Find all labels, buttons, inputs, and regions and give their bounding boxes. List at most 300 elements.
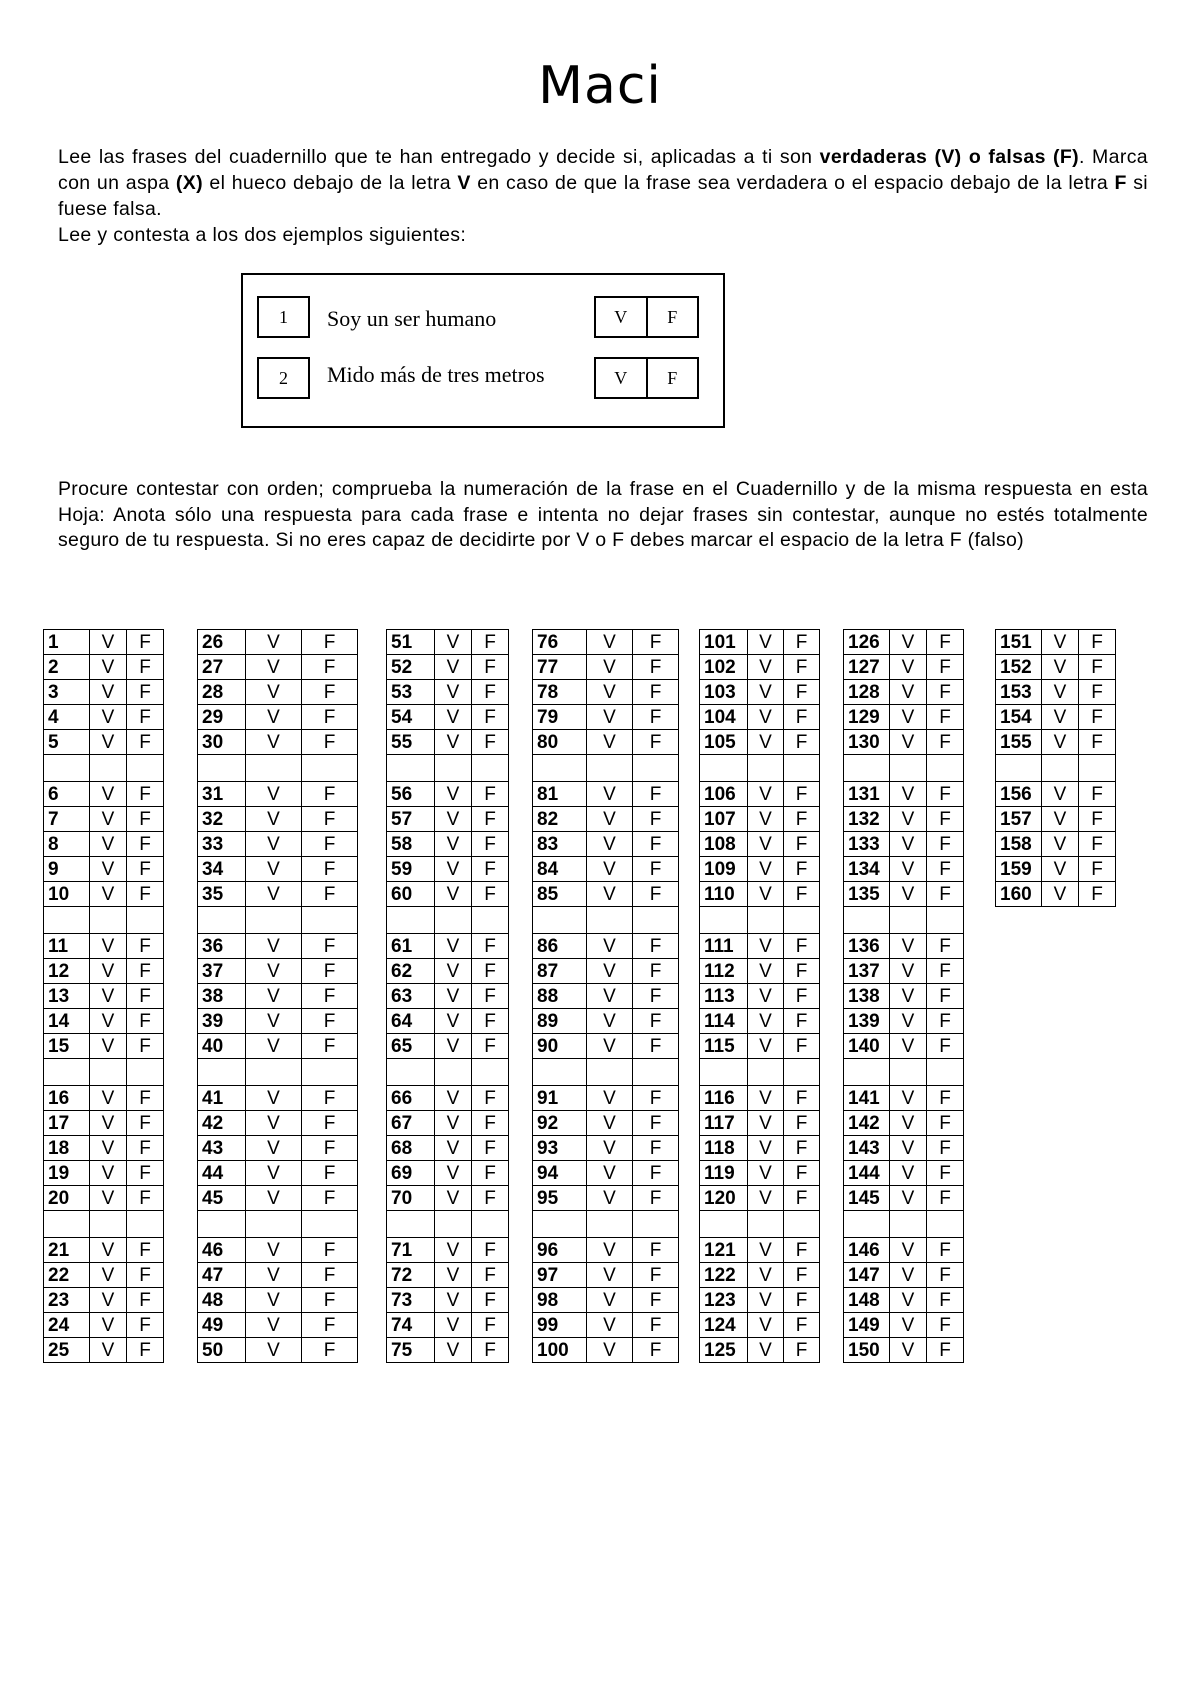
- answer-f-cell[interactable]: F: [927, 655, 964, 680]
- answer-v-cell[interactable]: V: [435, 1288, 472, 1313]
- answer-f-cell[interactable]: F: [784, 1238, 820, 1263]
- answer-f-cell[interactable]: F: [1079, 655, 1116, 680]
- answer-f-cell[interactable]: F: [784, 857, 820, 882]
- answer-v-cell[interactable]: V: [435, 1161, 472, 1186]
- answer-v-cell[interactable]: V: [748, 1288, 784, 1313]
- answer-v-cell[interactable]: V: [246, 1238, 302, 1263]
- answer-f-cell[interactable]: F: [127, 655, 164, 680]
- answer-f-cell[interactable]: F: [784, 730, 820, 755]
- answer-v-cell[interactable]: V: [435, 984, 472, 1009]
- answer-v-cell[interactable]: V: [246, 984, 302, 1009]
- answer-f-cell[interactable]: F: [302, 934, 358, 959]
- answer-v-cell[interactable]: V: [890, 630, 927, 655]
- example-2-v[interactable]: V: [614, 368, 628, 388]
- answer-f-cell[interactable]: F: [127, 1136, 164, 1161]
- answer-v-cell[interactable]: V: [890, 1263, 927, 1288]
- example-1-answer[interactable]: [594, 296, 699, 338]
- answer-v-cell[interactable]: V: [435, 1313, 472, 1338]
- answer-v-cell[interactable]: V: [890, 705, 927, 730]
- answer-f-cell[interactable]: F: [784, 807, 820, 832]
- answer-v-cell[interactable]: V: [90, 1161, 127, 1186]
- answer-f-cell[interactable]: F: [927, 1338, 964, 1363]
- answer-v-cell[interactable]: V: [246, 630, 302, 655]
- answer-v-cell[interactable]: V: [246, 655, 302, 680]
- answer-v-cell[interactable]: V: [246, 857, 302, 882]
- answer-f-cell[interactable]: F: [633, 959, 679, 984]
- answer-v-cell[interactable]: V: [90, 705, 127, 730]
- answer-v-cell[interactable]: V: [587, 782, 633, 807]
- answer-f-cell[interactable]: F: [302, 630, 358, 655]
- answer-f-cell[interactable]: F: [127, 1186, 164, 1211]
- answer-f-cell[interactable]: F: [927, 1086, 964, 1111]
- answer-v-cell[interactable]: V: [90, 730, 127, 755]
- answer-f-cell[interactable]: F: [927, 959, 964, 984]
- answer-v-cell[interactable]: V: [1042, 705, 1079, 730]
- answer-f-cell[interactable]: F: [302, 730, 358, 755]
- answer-f-cell[interactable]: F: [633, 1263, 679, 1288]
- answer-f-cell[interactable]: F: [784, 959, 820, 984]
- answer-f-cell[interactable]: F: [633, 630, 679, 655]
- answer-f-cell[interactable]: F: [302, 1086, 358, 1111]
- answer-f-cell[interactable]: F: [633, 934, 679, 959]
- answer-v-cell[interactable]: V: [246, 959, 302, 984]
- answer-f-cell[interactable]: F: [784, 655, 820, 680]
- answer-v-cell[interactable]: V: [90, 1086, 127, 1111]
- answer-v-cell[interactable]: V: [890, 730, 927, 755]
- answer-f-cell[interactable]: F: [784, 1086, 820, 1111]
- answer-v-cell[interactable]: V: [90, 1136, 127, 1161]
- answer-f-cell[interactable]: F: [302, 680, 358, 705]
- answer-f-cell[interactable]: F: [927, 680, 964, 705]
- answer-v-cell[interactable]: V: [435, 1034, 472, 1059]
- answer-f-cell[interactable]: F: [472, 730, 509, 755]
- answer-f-cell[interactable]: F: [633, 705, 679, 730]
- answer-f-cell[interactable]: F: [302, 1288, 358, 1313]
- answer-f-cell[interactable]: F: [1079, 882, 1116, 907]
- answer-f-cell[interactable]: F: [302, 1034, 358, 1059]
- answer-f-cell[interactable]: F: [127, 1086, 164, 1111]
- answer-v-cell[interactable]: V: [435, 782, 472, 807]
- answer-f-cell[interactable]: F: [127, 1313, 164, 1338]
- answer-v-cell[interactable]: V: [435, 630, 472, 655]
- answer-v-cell[interactable]: V: [246, 1288, 302, 1313]
- answer-v-cell[interactable]: V: [587, 655, 633, 680]
- answer-v-cell[interactable]: V: [1042, 655, 1079, 680]
- answer-f-cell[interactable]: F: [927, 705, 964, 730]
- answer-f-cell[interactable]: F: [927, 1111, 964, 1136]
- answer-f-cell[interactable]: F: [784, 1136, 820, 1161]
- answer-v-cell[interactable]: V: [1042, 782, 1079, 807]
- answer-v-cell[interactable]: V: [1042, 680, 1079, 705]
- answer-f-cell[interactable]: F: [302, 807, 358, 832]
- answer-v-cell[interactable]: V: [890, 807, 927, 832]
- answer-f-cell[interactable]: F: [127, 730, 164, 755]
- answer-f-cell[interactable]: F: [927, 782, 964, 807]
- answer-f-cell[interactable]: F: [302, 1186, 358, 1211]
- answer-v-cell[interactable]: V: [748, 857, 784, 882]
- answer-f-cell[interactable]: F: [784, 934, 820, 959]
- answer-v-cell[interactable]: V: [246, 1086, 302, 1111]
- answer-v-cell[interactable]: V: [246, 1186, 302, 1211]
- answer-v-cell[interactable]: V: [246, 1111, 302, 1136]
- answer-v-cell[interactable]: V: [246, 1338, 302, 1363]
- answer-v-cell[interactable]: V: [246, 1263, 302, 1288]
- answer-f-cell[interactable]: F: [302, 705, 358, 730]
- answer-f-cell[interactable]: F: [127, 1338, 164, 1363]
- answer-f-cell[interactable]: F: [927, 1263, 964, 1288]
- answer-f-cell[interactable]: F: [633, 1136, 679, 1161]
- answer-v-cell[interactable]: V: [1042, 630, 1079, 655]
- answer-v-cell[interactable]: V: [246, 807, 302, 832]
- answer-f-cell[interactable]: F: [633, 832, 679, 857]
- example-1-v[interactable]: V: [614, 307, 628, 327]
- answer-v-cell[interactable]: V: [890, 934, 927, 959]
- answer-f-cell[interactable]: F: [472, 934, 509, 959]
- answer-f-cell[interactable]: F: [784, 1313, 820, 1338]
- answer-f-cell[interactable]: F: [472, 857, 509, 882]
- answer-f-cell[interactable]: F: [633, 1009, 679, 1034]
- answer-v-cell[interactable]: V: [890, 1313, 927, 1338]
- answer-v-cell[interactable]: V: [587, 1288, 633, 1313]
- answer-f-cell[interactable]: F: [927, 730, 964, 755]
- answer-v-cell[interactable]: V: [90, 782, 127, 807]
- answer-v-cell[interactable]: V: [90, 1338, 127, 1363]
- answer-f-cell[interactable]: F: [784, 782, 820, 807]
- answer-f-cell[interactable]: F: [633, 1034, 679, 1059]
- answer-v-cell[interactable]: V: [748, 655, 784, 680]
- answer-f-cell[interactable]: F: [633, 1186, 679, 1211]
- answer-v-cell[interactable]: V: [1042, 807, 1079, 832]
- answer-f-cell[interactable]: F: [302, 782, 358, 807]
- answer-v-cell[interactable]: V: [748, 1136, 784, 1161]
- answer-f-cell[interactable]: F: [784, 630, 820, 655]
- answer-f-cell[interactable]: F: [127, 680, 164, 705]
- answer-v-cell[interactable]: V: [587, 1263, 633, 1288]
- answer-v-cell[interactable]: V: [748, 630, 784, 655]
- answer-f-cell[interactable]: F: [927, 984, 964, 1009]
- answer-v-cell[interactable]: V: [1042, 882, 1079, 907]
- answer-v-cell[interactable]: V: [587, 1338, 633, 1363]
- answer-v-cell[interactable]: V: [748, 1161, 784, 1186]
- answer-f-cell[interactable]: F: [633, 882, 679, 907]
- answer-v-cell[interactable]: V: [748, 1338, 784, 1363]
- answer-v-cell[interactable]: V: [748, 730, 784, 755]
- answer-f-cell[interactable]: F: [302, 1313, 358, 1338]
- answer-v-cell[interactable]: V: [246, 1161, 302, 1186]
- answer-f-cell[interactable]: F: [1079, 832, 1116, 857]
- answer-v-cell[interactable]: V: [246, 730, 302, 755]
- answer-v-cell[interactable]: V: [748, 832, 784, 857]
- answer-f-cell[interactable]: F: [472, 680, 509, 705]
- answer-f-cell[interactable]: F: [927, 1186, 964, 1211]
- answer-v-cell[interactable]: V: [435, 1186, 472, 1211]
- answer-v-cell[interactable]: V: [890, 882, 927, 907]
- answer-f-cell[interactable]: F: [927, 1238, 964, 1263]
- answer-f-cell[interactable]: F: [633, 1161, 679, 1186]
- answer-f-cell[interactable]: F: [1079, 630, 1116, 655]
- answer-f-cell[interactable]: F: [127, 630, 164, 655]
- answer-v-cell[interactable]: V: [890, 1136, 927, 1161]
- answer-f-cell[interactable]: F: [633, 1238, 679, 1263]
- answer-f-cell[interactable]: F: [127, 934, 164, 959]
- answer-v-cell[interactable]: V: [748, 807, 784, 832]
- answer-v-cell[interactable]: V: [748, 1313, 784, 1338]
- answer-v-cell[interactable]: V: [748, 959, 784, 984]
- answer-f-cell[interactable]: F: [1079, 807, 1116, 832]
- answer-v-cell[interactable]: V: [90, 857, 127, 882]
- answer-v-cell[interactable]: V: [90, 1263, 127, 1288]
- answer-f-cell[interactable]: F: [127, 1238, 164, 1263]
- answer-f-cell[interactable]: F: [784, 1161, 820, 1186]
- answer-f-cell[interactable]: F: [927, 857, 964, 882]
- answer-v-cell[interactable]: V: [435, 705, 472, 730]
- answer-v-cell[interactable]: V: [246, 1136, 302, 1161]
- answer-v-cell[interactable]: V: [435, 1263, 472, 1288]
- answer-f-cell[interactable]: F: [784, 882, 820, 907]
- answer-v-cell[interactable]: V: [748, 934, 784, 959]
- answer-v-cell[interactable]: V: [90, 1288, 127, 1313]
- answer-v-cell[interactable]: V: [890, 984, 927, 1009]
- answer-v-cell[interactable]: V: [748, 984, 784, 1009]
- answer-v-cell[interactable]: V: [587, 882, 633, 907]
- answer-v-cell[interactable]: V: [748, 1034, 784, 1059]
- answer-v-cell[interactable]: V: [246, 782, 302, 807]
- answer-f-cell[interactable]: F: [784, 1288, 820, 1313]
- answer-v-cell[interactable]: V: [246, 1009, 302, 1034]
- answer-f-cell[interactable]: F: [784, 1186, 820, 1211]
- answer-v-cell[interactable]: V: [748, 1238, 784, 1263]
- answer-v-cell[interactable]: V: [246, 1313, 302, 1338]
- answer-f-cell[interactable]: F: [633, 857, 679, 882]
- answer-v-cell[interactable]: V: [90, 680, 127, 705]
- answer-v-cell[interactable]: V: [90, 1009, 127, 1034]
- answer-v-cell[interactable]: V: [748, 680, 784, 705]
- answer-v-cell[interactable]: V: [587, 934, 633, 959]
- answer-f-cell[interactable]: F: [127, 959, 164, 984]
- answer-f-cell[interactable]: F: [1079, 730, 1116, 755]
- answer-v-cell[interactable]: V: [587, 680, 633, 705]
- answer-v-cell[interactable]: V: [890, 1161, 927, 1186]
- answer-v-cell[interactable]: V: [435, 857, 472, 882]
- answer-v-cell[interactable]: V: [435, 832, 472, 857]
- answer-f-cell[interactable]: F: [302, 655, 358, 680]
- answer-f-cell[interactable]: F: [472, 1086, 509, 1111]
- answer-v-cell[interactable]: V: [748, 1186, 784, 1211]
- answer-f-cell[interactable]: F: [302, 1111, 358, 1136]
- answer-f-cell[interactable]: F: [127, 1263, 164, 1288]
- answer-v-cell[interactable]: V: [90, 1034, 127, 1059]
- answer-v-cell[interactable]: V: [587, 1086, 633, 1111]
- answer-v-cell[interactable]: V: [246, 832, 302, 857]
- answer-v-cell[interactable]: V: [890, 1338, 927, 1363]
- answer-f-cell[interactable]: F: [633, 1111, 679, 1136]
- answer-f-cell[interactable]: F: [302, 984, 358, 1009]
- answer-v-cell[interactable]: V: [890, 1086, 927, 1111]
- answer-v-cell[interactable]: V: [90, 1186, 127, 1211]
- answer-v-cell[interactable]: V: [890, 959, 927, 984]
- answer-f-cell[interactable]: F: [472, 1313, 509, 1338]
- answer-v-cell[interactable]: V: [587, 959, 633, 984]
- example-1-f[interactable]: F: [646, 298, 698, 336]
- answer-f-cell[interactable]: F: [472, 984, 509, 1009]
- answer-f-cell[interactable]: F: [472, 807, 509, 832]
- answer-v-cell[interactable]: V: [435, 1086, 472, 1111]
- answer-v-cell[interactable]: V: [435, 882, 472, 907]
- answer-f-cell[interactable]: F: [472, 782, 509, 807]
- answer-f-cell[interactable]: F: [472, 1186, 509, 1211]
- answer-f-cell[interactable]: F: [302, 959, 358, 984]
- answer-f-cell[interactable]: F: [927, 882, 964, 907]
- answer-v-cell[interactable]: V: [890, 832, 927, 857]
- answer-v-cell[interactable]: V: [435, 1338, 472, 1363]
- answer-f-cell[interactable]: F: [127, 1161, 164, 1186]
- answer-v-cell[interactable]: V: [435, 1009, 472, 1034]
- answer-v-cell[interactable]: V: [890, 857, 927, 882]
- answer-f-cell[interactable]: F: [633, 984, 679, 1009]
- answer-f-cell[interactable]: F: [1079, 680, 1116, 705]
- answer-v-cell[interactable]: V: [435, 807, 472, 832]
- answer-f-cell[interactable]: F: [302, 1338, 358, 1363]
- answer-v-cell[interactable]: V: [890, 1288, 927, 1313]
- answer-f-cell[interactable]: F: [472, 832, 509, 857]
- answer-v-cell[interactable]: V: [90, 630, 127, 655]
- answer-f-cell[interactable]: F: [927, 630, 964, 655]
- answer-f-cell[interactable]: F: [784, 1263, 820, 1288]
- answer-f-cell[interactable]: F: [472, 1288, 509, 1313]
- answer-v-cell[interactable]: V: [890, 1111, 927, 1136]
- answer-f-cell[interactable]: F: [127, 857, 164, 882]
- answer-f-cell[interactable]: F: [784, 984, 820, 1009]
- answer-f-cell[interactable]: F: [302, 1238, 358, 1263]
- answer-f-cell[interactable]: F: [633, 730, 679, 755]
- answer-f-cell[interactable]: F: [784, 1034, 820, 1059]
- answer-f-cell[interactable]: F: [927, 807, 964, 832]
- answer-f-cell[interactable]: F: [472, 882, 509, 907]
- answer-v-cell[interactable]: V: [748, 1263, 784, 1288]
- answer-v-cell[interactable]: V: [748, 782, 784, 807]
- answer-v-cell[interactable]: V: [890, 1186, 927, 1211]
- answer-f-cell[interactable]: F: [302, 1161, 358, 1186]
- answer-v-cell[interactable]: V: [90, 1313, 127, 1338]
- answer-v-cell[interactable]: V: [890, 1009, 927, 1034]
- answer-f-cell[interactable]: F: [633, 1086, 679, 1111]
- answer-v-cell[interactable]: V: [435, 680, 472, 705]
- answer-f-cell[interactable]: F: [472, 655, 509, 680]
- answer-v-cell[interactable]: V: [587, 730, 633, 755]
- answer-v-cell[interactable]: V: [90, 959, 127, 984]
- answer-f-cell[interactable]: F: [127, 1034, 164, 1059]
- answer-v-cell[interactable]: V: [435, 730, 472, 755]
- answer-f-cell[interactable]: F: [302, 832, 358, 857]
- answer-v-cell[interactable]: V: [587, 984, 633, 1009]
- answer-v-cell[interactable]: V: [90, 655, 127, 680]
- answer-v-cell[interactable]: V: [90, 984, 127, 1009]
- answer-f-cell[interactable]: F: [127, 832, 164, 857]
- answer-f-cell[interactable]: F: [472, 630, 509, 655]
- answer-f-cell[interactable]: F: [927, 1009, 964, 1034]
- answer-v-cell[interactable]: V: [90, 1238, 127, 1263]
- answer-f-cell[interactable]: F: [127, 807, 164, 832]
- answer-f-cell[interactable]: F: [927, 1136, 964, 1161]
- answer-v-cell[interactable]: V: [246, 934, 302, 959]
- answer-f-cell[interactable]: F: [472, 705, 509, 730]
- answer-v-cell[interactable]: V: [1042, 832, 1079, 857]
- answer-f-cell[interactable]: F: [633, 1338, 679, 1363]
- answer-v-cell[interactable]: V: [90, 882, 127, 907]
- answer-v-cell[interactable]: V: [890, 1238, 927, 1263]
- answer-v-cell[interactable]: V: [435, 655, 472, 680]
- answer-v-cell[interactable]: V: [435, 1136, 472, 1161]
- answer-v-cell[interactable]: V: [587, 1136, 633, 1161]
- answer-v-cell[interactable]: V: [90, 807, 127, 832]
- answer-v-cell[interactable]: V: [435, 959, 472, 984]
- answer-v-cell[interactable]: V: [246, 680, 302, 705]
- answer-f-cell[interactable]: F: [302, 1009, 358, 1034]
- answer-v-cell[interactable]: V: [587, 1186, 633, 1211]
- answer-f-cell[interactable]: F: [927, 1161, 964, 1186]
- answer-v-cell[interactable]: V: [748, 1009, 784, 1034]
- example-2-answer[interactable]: [594, 357, 699, 399]
- answer-v-cell[interactable]: V: [1042, 857, 1079, 882]
- answer-f-cell[interactable]: F: [127, 882, 164, 907]
- answer-f-cell[interactable]: F: [784, 1009, 820, 1034]
- answer-v-cell[interactable]: V: [435, 934, 472, 959]
- answer-v-cell[interactable]: V: [246, 705, 302, 730]
- answer-f-cell[interactable]: F: [302, 882, 358, 907]
- answer-v-cell[interactable]: V: [890, 782, 927, 807]
- answer-v-cell[interactable]: V: [587, 807, 633, 832]
- answer-f-cell[interactable]: F: [633, 782, 679, 807]
- answer-v-cell[interactable]: V: [748, 705, 784, 730]
- answer-f-cell[interactable]: F: [472, 1238, 509, 1263]
- answer-f-cell[interactable]: F: [927, 1034, 964, 1059]
- answer-f-cell[interactable]: F: [472, 1136, 509, 1161]
- answer-v-cell[interactable]: V: [587, 705, 633, 730]
- answer-f-cell[interactable]: F: [633, 807, 679, 832]
- answer-v-cell[interactable]: V: [587, 857, 633, 882]
- answer-f-cell[interactable]: F: [784, 680, 820, 705]
- answer-v-cell[interactable]: V: [587, 1009, 633, 1034]
- answer-v-cell[interactable]: V: [748, 1111, 784, 1136]
- answer-f-cell[interactable]: F: [927, 1288, 964, 1313]
- answer-v-cell[interactable]: V: [890, 655, 927, 680]
- answer-f-cell[interactable]: F: [472, 1263, 509, 1288]
- answer-f-cell[interactable]: F: [472, 1111, 509, 1136]
- answer-v-cell[interactable]: V: [1042, 730, 1079, 755]
- answer-f-cell[interactable]: F: [927, 1313, 964, 1338]
- answer-f-cell[interactable]: F: [127, 1288, 164, 1313]
- answer-f-cell[interactable]: F: [127, 1009, 164, 1034]
- answer-f-cell[interactable]: F: [472, 1034, 509, 1059]
- answer-f-cell[interactable]: F: [302, 857, 358, 882]
- answer-v-cell[interactable]: V: [587, 1111, 633, 1136]
- answer-f-cell[interactable]: F: [1079, 857, 1116, 882]
- answer-f-cell[interactable]: F: [784, 1111, 820, 1136]
- answer-v-cell[interactable]: V: [90, 832, 127, 857]
- answer-v-cell[interactable]: V: [587, 1313, 633, 1338]
- answer-v-cell[interactable]: V: [890, 680, 927, 705]
- answer-f-cell[interactable]: F: [927, 832, 964, 857]
- answer-v-cell[interactable]: V: [587, 1034, 633, 1059]
- answer-f-cell[interactable]: F: [633, 1288, 679, 1313]
- answer-f-cell[interactable]: F: [127, 782, 164, 807]
- answer-f-cell[interactable]: F: [127, 705, 164, 730]
- answer-v-cell[interactable]: V: [748, 1086, 784, 1111]
- answer-v-cell[interactable]: V: [748, 882, 784, 907]
- answer-f-cell[interactable]: F: [472, 1338, 509, 1363]
- answer-v-cell[interactable]: V: [246, 882, 302, 907]
- answer-f-cell[interactable]: F: [127, 984, 164, 1009]
